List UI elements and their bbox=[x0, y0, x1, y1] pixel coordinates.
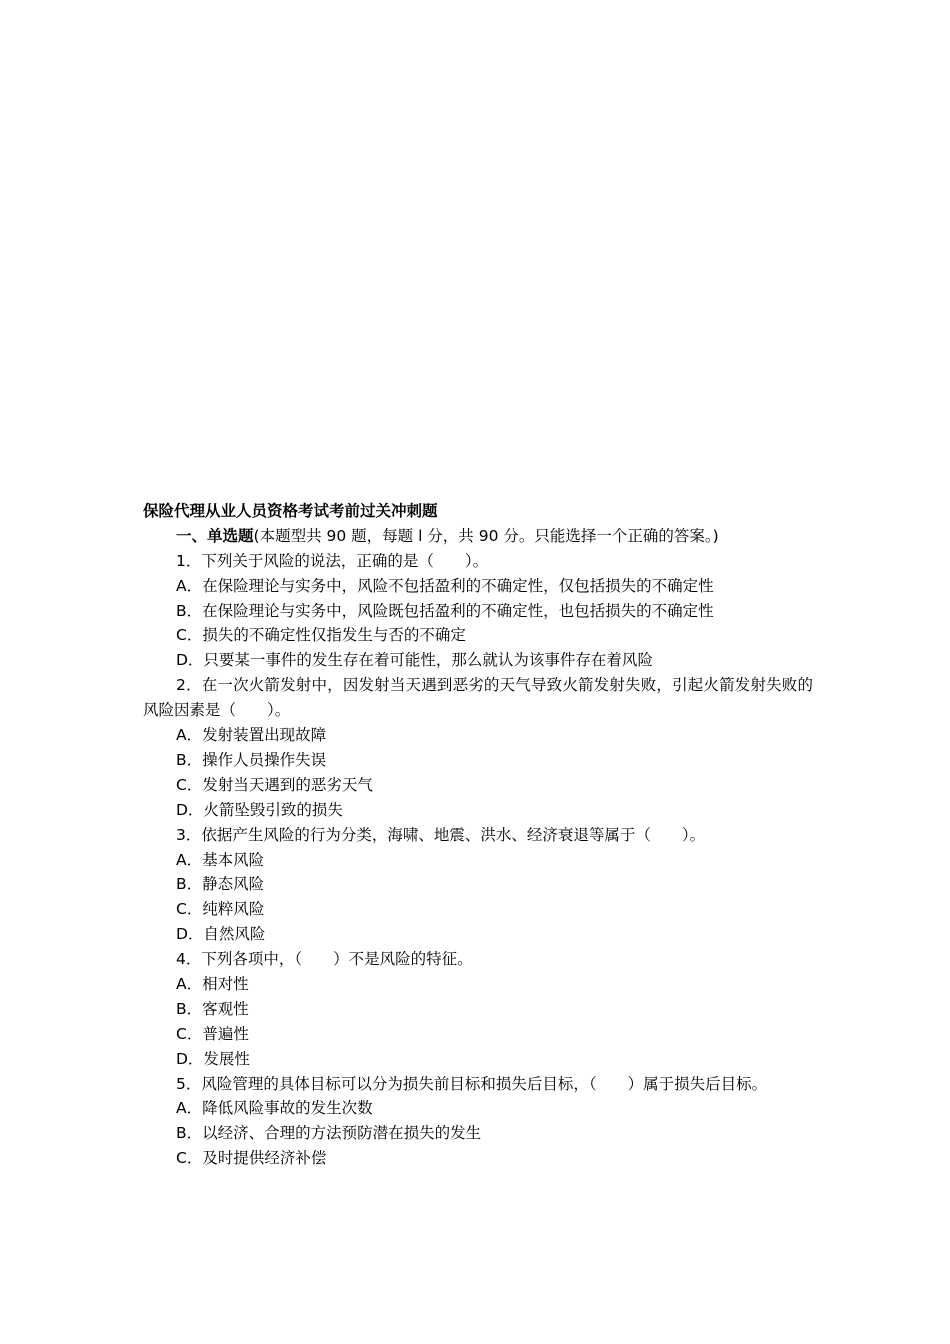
question-option: C．纯粹风险 bbox=[176, 900, 265, 919]
question-option: B．在保险理论与实务中，风险既包括盈利的不确定性，也包括损失的不确定性 bbox=[176, 601, 714, 620]
question-option: B．以经济、合理的方法预防潜在损失的发生 bbox=[176, 1124, 482, 1143]
section-note: (本题型共 90 题，每题 l 分，共 90 分。只能选择一个正确的答案。) bbox=[253, 526, 719, 545]
question-stem: 3．依据产生风险的行为分类，海啸、地震、洪水、经济衰退等属于（ ）。 bbox=[176, 825, 706, 844]
question-option: B．操作人员操作失误 bbox=[176, 750, 327, 769]
question-option: B．静态风险 bbox=[176, 875, 265, 894]
question-option: C．及时提供经济补偿 bbox=[176, 1149, 327, 1168]
question-option: D．自然风险 bbox=[176, 925, 266, 944]
question-option: B．客观性 bbox=[176, 999, 249, 1018]
document-title: 保险代理从业人员资格考试考前过关冲刺题 bbox=[143, 502, 438, 520]
question-option: D．火箭坠毁引致的损失 bbox=[176, 800, 343, 819]
section-heading: 一、单选题 bbox=[176, 526, 254, 545]
question-stem: 2．在一次火箭发射中，因发射当天遇到恶劣的天气导致火箭发射失败，引起火箭发射失败的风险因素是（ ）。 bbox=[143, 676, 813, 720]
document-body bbox=[143, 499, 813, 1171]
section-header bbox=[143, 524, 813, 549]
question-option: D．只要某一事件的发生存在着可能性，那么就认为该事件存在着风险 bbox=[176, 651, 653, 670]
question-option: A．相对性 bbox=[176, 974, 249, 993]
question-option: A．发射装置出现故障 bbox=[176, 726, 327, 745]
question-option: C．损失的不确定性仅指发生与否的不确定 bbox=[176, 626, 466, 645]
question-stem: 1．下列关于风险的说法，正确的是（ ）。 bbox=[176, 551, 489, 570]
question-option: A．降低风险事故的发生次数 bbox=[176, 1099, 373, 1118]
question-stem: 4．下列各项中，（ ）不是风险的特征。 bbox=[176, 950, 473, 969]
question-option: A．基本风险 bbox=[176, 850, 265, 869]
question-option: D．发展性 bbox=[176, 1049, 250, 1068]
question-option: C．普遍性 bbox=[176, 1024, 249, 1043]
question-stem: 5．风险管理的具体目标可以分为损失前目标和损失后目标，（ ）属于损失后目标。 bbox=[176, 1074, 768, 1093]
question-option: C．发射当天遇到的恶劣天气 bbox=[176, 775, 373, 794]
question-option: A．在保险理论与实务中，风险不包括盈利的不确定性，仅包括损失的不确定性 bbox=[176, 576, 714, 595]
